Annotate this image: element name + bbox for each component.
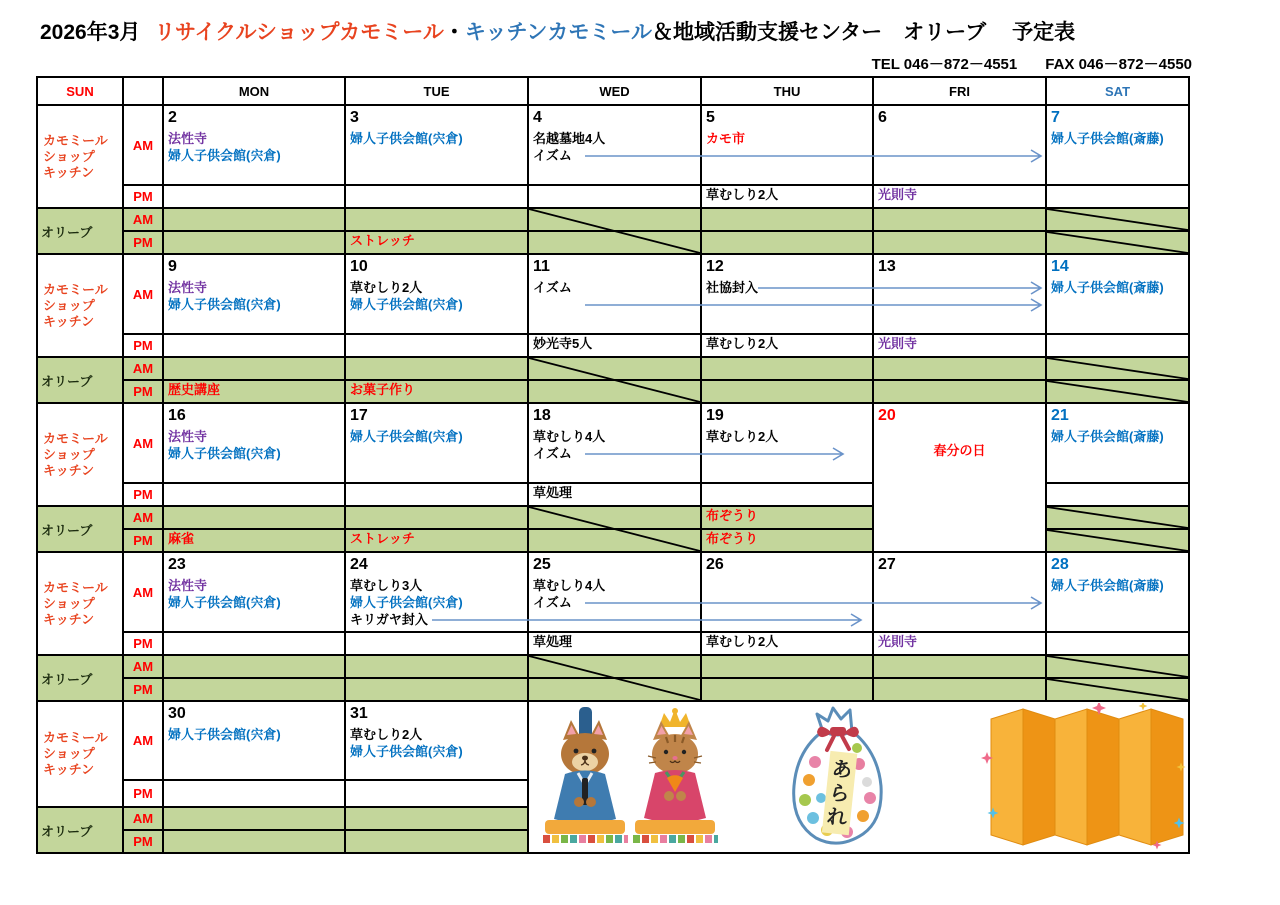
day-header-tue: TUE [346,78,527,104]
w3-thu-pm-cell [702,484,872,505]
day-header-spacer [124,78,162,104]
date: 27 [878,556,896,573]
entry: 草むしり2人 [706,429,779,444]
w2-fri-olive-pm [874,381,1045,402]
w4-tue-olive-am [346,656,527,677]
date: 21 [1051,407,1069,424]
w5-mon-pm-cell [164,781,344,806]
entry: 婦人子供会館(宍倉) [350,429,463,444]
w3-sat-am-cell [1047,404,1188,482]
entry: 名越墓地4人 [533,131,606,146]
w4-olive-label: オリーブ [38,656,122,700]
w5-tue-pm-cell [346,781,527,806]
w3-am-label: AM [124,404,162,482]
w4-tue-am-cell [346,553,527,631]
w3-tue-olive-pm [346,530,527,551]
w3-tue-am-cell [346,404,527,482]
w1-sat-olive-pm [1047,232,1188,253]
w1-wed-am-cell [529,106,700,184]
w4-olive-am-label: AM [124,656,162,677]
w4-olive-pm-label: PM [124,679,162,700]
w2-mon-olive-am [164,358,344,379]
svg-text:ら: ら [828,782,851,807]
w1-olive-am-label: AM [124,209,162,230]
w2-pm-label: PM [124,335,162,356]
w4-mon-olive-pm [164,679,344,700]
w2-wed-am-cell [529,255,700,333]
w1-mon-olive-pm [164,232,344,253]
w1-fri-olive-am [874,209,1045,230]
w3-olive-pm-label: PM [124,530,162,551]
w5-olive-pm-label: PM [124,831,162,852]
w4-tue-olive-pm [346,679,527,700]
entry: 草むしり4人 [533,578,606,593]
fax-number: FAX 046－872－4550 [1045,56,1192,73]
date: 12 [706,258,724,275]
entry: 麻雀 [168,531,195,546]
w3-thu-am-cell [702,404,872,482]
w5-tue-am-cell [346,702,527,779]
date: 25 [533,556,551,573]
entry: 婦人子供会館(斎藤) [1051,131,1164,146]
w5-tue-olive-pm [346,831,527,852]
entry: ストレッチ [350,233,415,248]
w2-shop-label: カモミール ショップ キッチン [38,255,122,356]
title-month: 2026年3月 [40,21,141,44]
date: 6 [878,109,887,126]
w1-shop-label: カモミール ショップ キッチン [38,106,122,207]
entry: 婦人子供会館(宍倉) [350,744,463,759]
date: 30 [168,705,186,722]
w4-shop-label: カモミール ショップ キッチン [38,553,122,654]
w3-olive-am-label: AM [124,507,162,528]
w4-sat-olive-pm [1047,679,1188,700]
w1-fri-pm-cell [874,186,1045,207]
w2-fri-pm-cell [874,335,1045,356]
w4-wed-olive-pm [529,679,700,700]
entry: 婦人子供会館(斎藤) [1051,280,1164,295]
w3-mon-pm-cell [164,484,344,505]
w2-thu-am-cell [702,255,872,333]
hina-cat-doll [631,706,719,848]
date: 16 [168,407,186,424]
entry: 草むしり2人 [706,634,779,649]
w4-pm-label: PM [124,633,162,654]
w1-sat-pm-cell [1047,186,1188,207]
entry: 婦人子供会館(宍倉) [350,297,463,312]
entry: 婦人子供会館(宍倉) [168,446,281,461]
entry: 草むしり2人 [350,280,423,295]
title-center-name: ＆地域活動支援センター オリーブ [652,21,987,44]
day-header-wed: WED [529,78,700,104]
svg-text:あ: あ [830,758,854,783]
w2-fri-am-cell [874,255,1045,333]
entry: お菓子作り [350,382,416,397]
w3-sat-pm-cell [1047,484,1188,505]
title-schedule-label: 予定表 [1012,21,1076,44]
w2-mon-am-cell [164,255,344,333]
w2-tue-olive-pm [346,381,527,402]
w4-thu-olive-am [702,656,872,677]
w5-olive-label: オリーブ [38,808,122,852]
w4-sat-olive-am [1047,656,1188,677]
w1-fri-am-cell [874,106,1045,184]
w1-tue-olive-am [346,209,527,230]
w4-thu-pm-cell [702,633,872,654]
entry: 婦人子供会館(宍倉) [168,297,281,312]
w4-fri-olive-pm [874,679,1045,700]
w1-tue-olive-pm [346,232,527,253]
entry: 法性寺 [168,280,208,295]
w4-wed-olive-am [529,656,700,677]
entry: 草むしり2人 [350,727,423,742]
entry: 草むしり2人 [706,336,779,351]
entry: 婦人子供会館(宍倉) [168,727,281,742]
entry: 草処理 [533,634,573,649]
w3-shop-label: カモミール ショップ キッチン [38,404,122,505]
entry: 社協封入 [706,280,759,295]
w4-sat-am-cell [1047,553,1188,631]
date: 31 [350,705,368,722]
w3-wed-am-cell [529,404,700,482]
entry: キリガヤ封入 [350,612,428,627]
w1-sat-olive-am [1047,209,1188,230]
w1-tue-pm-cell [346,186,527,207]
w1-wed-pm-cell [529,186,700,207]
w2-olive-label: オリーブ [38,358,122,402]
w2-sat-am-cell [1047,255,1188,333]
w1-wed-olive-pm [529,232,700,253]
date: 14 [1051,258,1069,275]
w5-mon-olive-am [164,808,344,829]
w4-wed-am-cell [529,553,700,631]
w1-fri-olive-pm [874,232,1045,253]
w2-sat-olive-pm [1047,381,1188,402]
w1-am-label: AM [124,106,162,184]
date: 18 [533,407,551,424]
w2-tue-pm-cell [346,335,527,356]
day-header-sat: SAT [1047,78,1188,104]
w4-mon-pm-cell [164,633,344,654]
entry: 婦人子供会館(宍倉) [350,595,463,610]
w3-sat-olive-pm [1047,530,1188,551]
date: 24 [350,556,368,573]
date: 5 [706,109,715,126]
w2-tue-am-cell [346,255,527,333]
date: 11 [533,258,550,275]
tel-number: TEL 046－872－4551 [871,56,1018,73]
w4-fri-pm-cell [874,633,1045,654]
entry: 光則寺 [878,336,918,351]
hinamatsuri-illustration [529,702,1188,852]
w2-tue-olive-am [346,358,527,379]
day-header-fri: FRI [874,78,1045,104]
w3-fri-holiday-cell [874,404,1045,551]
w3-mon-am-cell [164,404,344,482]
w2-thu-olive-pm [702,381,872,402]
w2-mon-olive-pm [164,381,344,402]
title-kitchen-name: キッチンカモミール [464,21,652,44]
entry: イズム [533,280,572,295]
w3-pm-label: PM [124,484,162,505]
entry: 婦人子供会館(斎藤) [1051,429,1164,444]
w1-thu-olive-pm [702,232,872,253]
w4-wed-pm-cell [529,633,700,654]
date: 26 [706,556,724,573]
w1-wed-olive-am [529,209,700,230]
w1-sat-am-cell [1047,106,1188,184]
w3-olive-label: オリーブ [38,507,122,551]
entry: イズム [533,595,572,610]
date: 9 [168,258,177,275]
date: 2 [168,109,177,126]
entry: 婦人子供会館(宍倉) [350,131,463,146]
w1-olive-pm-label: PM [124,232,162,253]
date: 10 [350,258,368,275]
w2-olive-am-label: AM [124,358,162,379]
entry: 布ぞうり [706,508,759,523]
entry: 妙光寺5人 [533,336,593,351]
w3-mon-olive-pm [164,530,344,551]
date: 3 [350,109,359,126]
w2-wed-pm-cell [529,335,700,356]
title-separator: ・ [443,21,465,44]
w1-pm-label: PM [124,186,162,207]
entry: 草むしり4人 [533,429,606,444]
gold-folding-screen [981,703,1186,851]
date: 4 [533,109,542,126]
w1-mon-olive-am [164,209,344,230]
date: 17 [350,407,368,424]
w2-mon-pm-cell [164,335,344,356]
w4-mon-am-cell [164,553,344,631]
day-header-sun: SUN [38,78,122,104]
w2-sat-pm-cell [1047,335,1188,356]
entry: 布ぞうり [706,531,759,546]
w4-thu-olive-pm [702,679,872,700]
entry: 法性寺 [168,429,208,444]
w5-mon-olive-pm [164,831,344,852]
w5-am-label: AM [124,702,162,779]
w1-thu-am-cell [702,106,872,184]
w5-olive-am-label: AM [124,808,162,829]
title-shop-name: リサイクルショップカモミール [154,21,444,44]
entry: 婦人子供会館(宍倉) [168,148,281,163]
w5-pm-label: PM [124,781,162,806]
w3-wed-olive-am [529,507,700,528]
w1-thu-pm-cell [702,186,872,207]
w4-thu-am-cell [702,553,872,631]
w3-tue-pm-cell [346,484,527,505]
entry: 法性寺 [168,131,208,146]
entry: 草むしり3人 [350,578,423,593]
entry: イズム [533,148,572,163]
w5-shop-label: カモミール ショップ キッチン [38,702,122,806]
entry: 婦人子供会館(宍倉) [168,595,281,610]
w2-wed-olive-am [529,358,700,379]
w4-am-label: AM [124,553,162,631]
w1-thu-olive-am [702,209,872,230]
w1-mon-am-cell [164,106,344,184]
entry: 草処理 [533,485,573,500]
w3-wed-olive-pm [529,530,700,551]
w2-thu-olive-am [702,358,872,379]
w3-thu-olive-am [702,507,872,528]
arare-bag [775,702,901,852]
svg-text:れ: れ [825,805,849,830]
page-title [40,16,1075,46]
w1-olive-label: オリーブ [38,209,122,253]
w3-mon-olive-am [164,507,344,528]
w5-tue-olive-am [346,808,527,829]
entry: 歴史講座 [168,382,221,397]
w3-tue-olive-am [346,507,527,528]
entry: ストレッチ [350,531,415,546]
w2-thu-pm-cell [702,335,872,356]
hina-dog-doll [541,706,629,848]
calendar-table [36,76,1190,854]
date: 20 [878,407,896,424]
w2-wed-olive-pm [529,381,700,402]
contact-line [872,53,1192,74]
entry: 光則寺 [878,634,918,649]
entry: 光則寺 [878,187,918,202]
w1-mon-pm-cell [164,186,344,207]
date: 13 [878,258,896,275]
w4-mon-olive-am [164,656,344,677]
w2-am-label: AM [124,255,162,333]
w5-mon-am-cell [164,702,344,779]
w4-tue-pm-cell [346,633,527,654]
w2-olive-pm-label: PM [124,381,162,402]
w3-thu-olive-pm [702,530,872,551]
date: 7 [1051,109,1060,126]
day-header-mon: MON [164,78,344,104]
entry: カモ市 [706,131,746,146]
w4-fri-olive-am [874,656,1045,677]
holiday-name: 春分の日 [933,443,986,458]
entry: 婦人子供会館(斎藤) [1051,578,1164,593]
date: 23 [168,556,186,573]
date: 28 [1051,556,1069,573]
entry: 法性寺 [168,578,208,593]
entry: イズム [533,446,572,461]
w2-fri-olive-am [874,358,1045,379]
entry: 草むしり2人 [706,187,779,202]
w2-sat-olive-am [1047,358,1188,379]
w1-tue-am-cell [346,106,527,184]
day-header-thu: THU [702,78,872,104]
w4-fri-am-cell [874,553,1045,631]
w3-sat-olive-am [1047,507,1188,528]
date: 19 [706,407,724,424]
w4-sat-pm-cell [1047,633,1188,654]
w3-wed-pm-cell [529,484,700,505]
